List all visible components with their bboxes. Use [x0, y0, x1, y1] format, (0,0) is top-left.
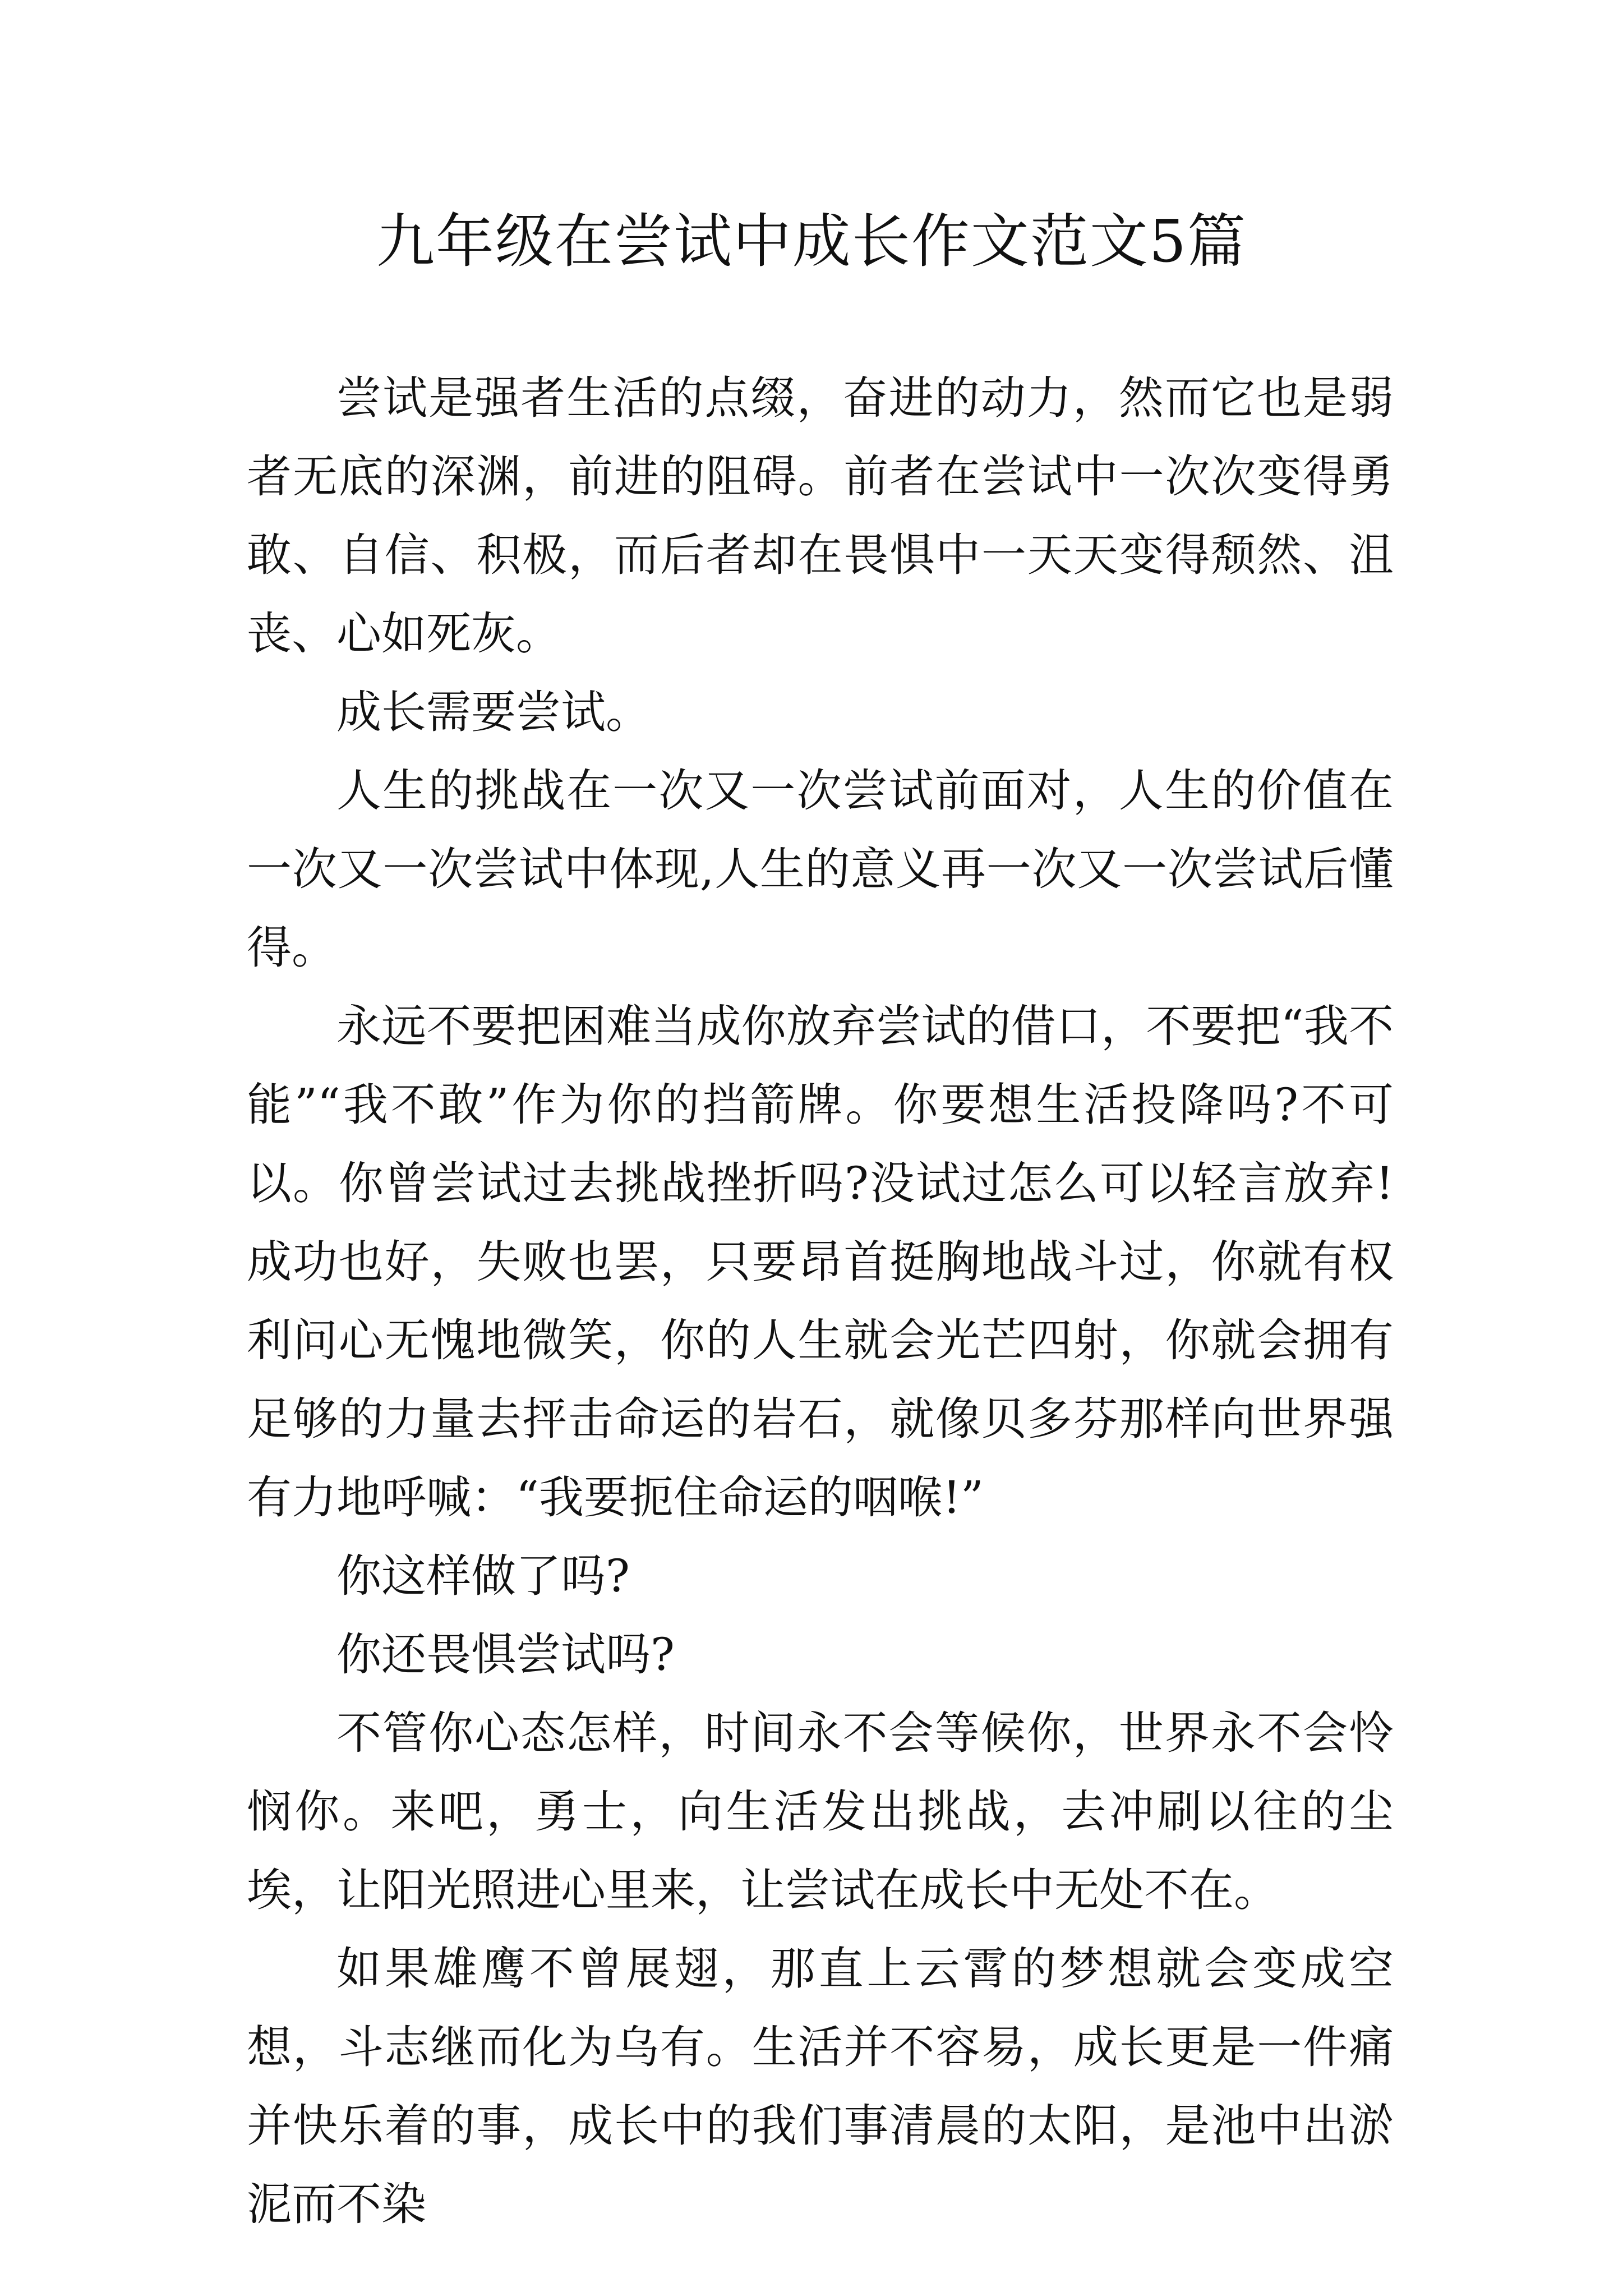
- document-body: [247, 359, 1394, 2244]
- paragraph: 你还畏惧尝试吗?: [336, 1628, 675, 1681]
- paragraph: 永远不要把困难当成你放弃尝试的借口，不要把“我不能”“我不敢”作为你的挡箭牌。你要想生活投降吗?不可以。你曾尝试过去挑战挫折吗?没试过怎么可以轻言放弃!成功也好，失败也罢，只要昂首挺胸地战斗过，你就有权利问心无愧地微笑，你的人生就会光芒四射，你就会拥有足够的力量去抨击命运的岩石，就像贝多芬那样向世界强有力地呼喊：“我要扼住命运的咽喉!”: [247, 1000, 1394, 1524]
- document-title: 九年级在尝试中成长作文范文5篇: [376, 207, 1247, 275]
- paragraph: 人生的挑战在一次又一次尝试前面对，人生的价值在一次又一次尝试中体现,人生的意义再一次又一次尝试后懂得。: [247, 765, 1394, 974]
- paragraph: 尝试是强者生活的点缀，奋进的动力，然而它也是弱者无底的深渊，前进的阻碍。前者在尝试中一次次变得勇敢、自信、积极，而后者却在畏惧中一天天变得颓然、沮丧、心如死灰。: [247, 372, 1394, 660]
- paragraph: 成长需要尝试。: [336, 686, 651, 738]
- paragraph: 如果雄鹰不曾展翅，那直上云霄的梦想就会变成空想，斗志继而化为乌有。生活并不容易，成长更是一件痛并快乐着的事，成长中的我们事清晨的太阳，是池中出淤泥而不染: [247, 1943, 1394, 2230]
- paragraph: 不管你心态怎样，时间永不会等候你，世界永不会怜悯你。来吧，勇士，向生活发出挑战，去冲刷以往的尘埃，让阳光照进心里来，让尝试在成长中无处不在。: [247, 1707, 1394, 1916]
- paragraph: 你这样做了吗?: [336, 1550, 630, 1602]
